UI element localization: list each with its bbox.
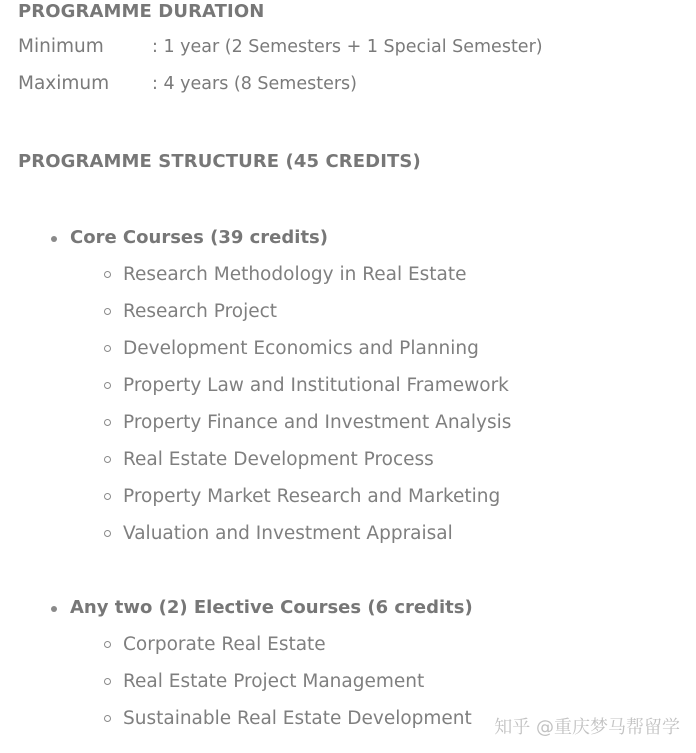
- course-name: Property Finance and Investment Analysis: [123, 412, 512, 433]
- programme-duration-heading: PROGRAMME DURATION: [18, 1, 265, 22]
- course-name: Real Estate Project Management: [123, 671, 425, 692]
- maximum-duration-row: [18, 73, 357, 94]
- circle-bullet-icon: [104, 530, 111, 537]
- course-name: Corporate Real Estate: [123, 634, 326, 655]
- circle-bullet-icon: [104, 382, 111, 389]
- minimum-label: Minimum: [18, 36, 104, 57]
- course-name: Valuation and Investment Appraisal: [123, 523, 453, 544]
- circle-bullet-icon: [104, 271, 111, 278]
- course-name: Real Estate Development Process: [123, 449, 434, 470]
- maximum-label: Maximum: [18, 73, 110, 94]
- elective-courses-bullet-icon: [51, 606, 57, 612]
- course-name: Property Market Research and Marketing: [123, 486, 501, 507]
- circle-bullet-icon: [104, 419, 111, 426]
- circle-bullet-icon: [104, 493, 111, 500]
- circle-bullet-icon: [104, 715, 111, 722]
- course-name: Sustainable Real Estate Development: [123, 708, 472, 729]
- core-courses-title: Core Courses (39 credits): [70, 227, 328, 248]
- elective-courses-title: Any two (2) Elective Courses (6 credits): [70, 597, 473, 618]
- circle-bullet-icon: [104, 345, 111, 352]
- course-name: Research Methodology in Real Estate: [123, 264, 467, 285]
- watermark: 知乎 @重庆梦马帮留学: [494, 717, 680, 738]
- minimum-value: : 1 year (2 Semesters + 1 Special Semester): [152, 37, 543, 57]
- circle-bullet-icon: [104, 678, 111, 685]
- core-courses-bullet-icon: [51, 236, 57, 242]
- programme-structure-heading: PROGRAMME STRUCTURE (45 CREDITS): [18, 151, 421, 172]
- maximum-value: : 4 years (8 Semesters): [152, 74, 357, 94]
- course-name: Development Economics and Planning: [123, 338, 479, 359]
- circle-bullet-icon: [104, 641, 111, 648]
- circle-bullet-icon: [104, 456, 111, 463]
- minimum-duration-row: [18, 36, 543, 57]
- course-name: Research Project: [123, 301, 278, 322]
- circle-bullet-icon: [104, 308, 111, 315]
- course-name: Property Law and Institutional Framework: [123, 375, 509, 396]
